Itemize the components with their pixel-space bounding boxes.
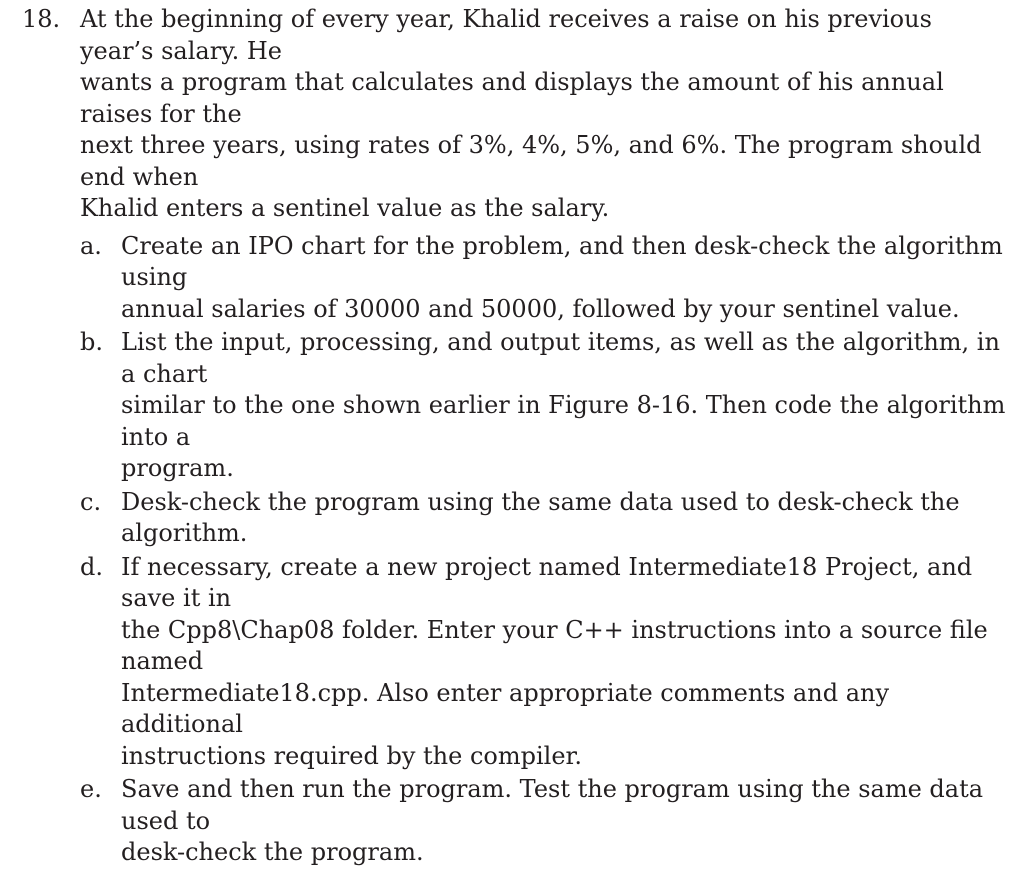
part-c: [80, 487, 1012, 550]
part-letter: a.: [80, 231, 102, 260]
part-letter: d.: [80, 552, 103, 581]
exercise-18: [22, 4, 1012, 869]
part-text: Create an IPO chart for the problem, and then desk-check the algorithm using annual salaries of 30000 and 50000, followed by your sentinel value.: [121, 231, 1003, 323]
part-letter: c.: [80, 487, 102, 516]
exercise-stem: At the beginning of every year, Khalid receives a raise on his previous year’s salary. He wants a program that calculates and displays the amount of his annual raises for the next three years, using rates of 3%, 4%, 5%, and 6%. The program should end when Khalid enters a sentinel value as the salary.: [80, 5, 982, 222]
part-text: List the input, processing, and output items, as well as the algorithm, in a chart similar to the one shown earlier in Figure 8-16. Then code the algorithm into a program.: [121, 328, 1006, 482]
part-b: [80, 327, 1012, 485]
part-text: Save and then run the program. Test the program using the same data used to desk-check the program.: [121, 775, 984, 866]
exercise-parts: [22, 231, 1012, 869]
part-text: If necessary, create a new project named Intermediate18 Project, and save it in the Cpp8\Chap08 folder. Enter your C++ instructions into a source file named Intermediate18.cpp. Also enter appropriate comments and any additional instructions required by the compiler.: [121, 552, 988, 770]
part-a: [80, 231, 1012, 326]
part-d: [80, 552, 1012, 773]
part-text: Desk-check the program using the same data used to desk-check the algorithm.: [121, 487, 960, 547]
exercise-number: 18.: [22, 5, 61, 33]
part-letter: e.: [80, 775, 102, 803]
part-e: [80, 774, 1012, 869]
part-letter: b.: [80, 328, 103, 356]
